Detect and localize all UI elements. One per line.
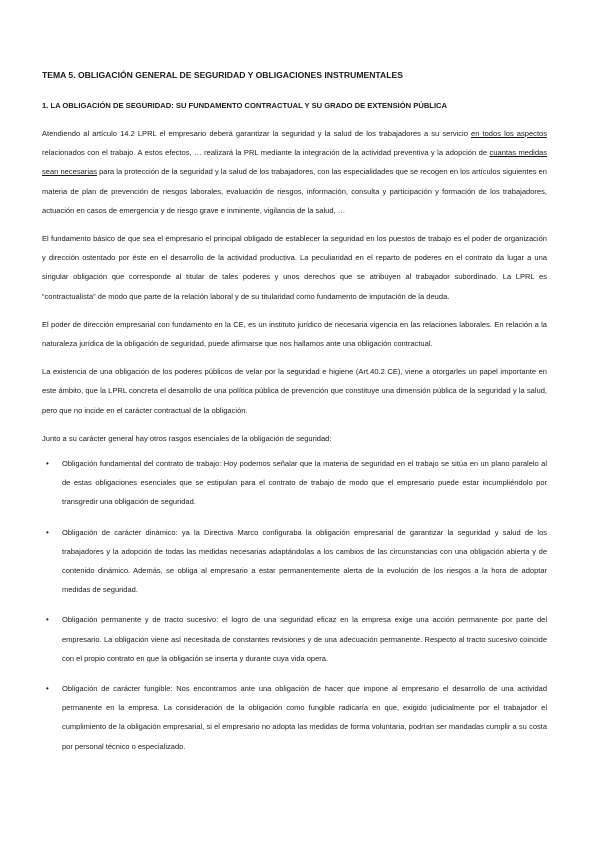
paragraph-poderes-publicos: La existencia de una obligación de los poderes públicos de velar por la seguridad e higiene (Art.40.2 CE), viene a otorgarles un papel importante en este ámbito, que la LPRL concreta el desarrollo de una política pública de prevención que constituye una dimensión pública de la seguridad y la salud, pero que no incide en el carácter contractual de la obligación.	[42, 367, 547, 415]
list-item-text: Obligación de carácter dinámico: ya la Directiva Marco configuraba la obligación empresarial de garantizar la seguridad y salud de los trabajadores y la adopción de todas las medidas necesarias adaptándolas a los cambios de las circunstancias con una obligación abierta y de contenido dinámico. Además, se obliga al empresario a estar permanentemente alerta de la evolución de los riesgos a la hora de adoptar medidas de seguridad.	[62, 527, 547, 595]
underlined-phrase: en todos los aspectos	[471, 129, 548, 138]
list-item	[42, 610, 547, 668]
rasgos-list	[42, 454, 547, 756]
list-item	[42, 679, 547, 756]
bullet-icon: •	[46, 459, 49, 469]
list-item	[42, 523, 547, 600]
paragraph-text: relacionados con el trabajo. A estos efectos, … realizará la PRL mediante la integración de la actividad preventiva y la adopción de	[42, 148, 490, 158]
section-heading: 1. LA OBLIGACIÓN DE SEGURIDAD: SU FUNDAMENTO CONTRACTUAL Y SU GRADO DE EXTENSIÓN PÚBLICA	[42, 101, 448, 110]
paragraph-rasgos-intro: Junto a su carácter general hay otros rasgos esenciales de la obligación de seguridad:	[42, 433, 332, 443]
list-item-text: Obligación de carácter fungible: Nos encontramos ante una obligación de hacer que impone al empresario el desarrollo de una actividad permanente en la empresa. La consideración de la obligación como fungible radicaría en que, exigido judicialmente por el trabajador el cumplimiento de la obligación empresarial, si el empresario no adopta las medidas de forma voluntaria, podrían ser mandadas cumplir a su costa por personal técnico o especializado.	[62, 684, 547, 751]
list-item-text: Obligación permanente y de tracto sucesivo: el logro de una seguridad eficaz en la empresa exige una acción permanente por parte del empresario. La obligación viene así necesitada de constantes revisiones y de una adecuación permanente. Respecto al tracto sucesivo coincide con el propio contrato en que la obligación se inserta y durante cuya vida opera.	[62, 615, 547, 663]
paragraph-fundamento: El fundamento básico de que sea el empresario el principal obligado de establecer la seguridad en los puestos de trabajo es el poder de organización y dirección ostentado por éste en el desarrollo de la actividad productiva. La peculiaridad en el reparto de poderes en el contrato da lugar a una singular obligación que corresponde al titular de tales poderes y unos derechos que se atribuyen al trabajador subordinado. La LPRL es “contractualista” de modo que parte de la relación laboral y de su titularidad como fundamento de imputación de la deuda.	[42, 234, 547, 301]
document-title: TEMA 5. OBLIGACIÓN GENERAL DE SEGURIDAD Y OBLIGACIONES INSTRUMENTALES	[42, 70, 403, 80]
list-item-text: Obligación fundamental del contrato de trabajo: Hoy podemos señalar que la materia de seguridad en el trabajo se sitúa en un plano paralelo al de estas obligaciones esenciales que se estipulan para el contrato de trabajo de modo que el empresario puede estar incumpliéndolo por transgredir una obligación de seguridad.	[62, 459, 547, 507]
paragraph-text: para la protección de la seguridad y la salud de los trabajadores, con las especialidades que se recogen en los artículos siguientes en materia de plan de prevención de riesgos laborales, evaluación de riesgos, información, consulta y participación y formación de los trabajadores, actuación en casos de emergencia y de riesgo grave e inminente, vigilancia de la salud, …	[42, 167, 547, 215]
paragraph-article-14	[42, 124, 547, 220]
bullet-icon: •	[46, 527, 49, 537]
list-item	[42, 454, 547, 512]
underlined-phrase: cuantas medidas sean necesarias	[42, 148, 547, 177]
bullet-icon: •	[46, 684, 49, 694]
paragraph-poder-direccion: El poder de dirección empresarial con fundamento en la CE, es un instituto jurídico de necesaria vigencia en las relaciones laborales. En relación a la naturaleza jurídica de la obligación de seguridad, puede afirmarse que nos hallamos ante una obligación contractual.	[42, 319, 547, 349]
bullet-icon: •	[46, 615, 49, 625]
paragraph-text: Atendiendo al artículo 14.2 LPRL el empresario deberá garantizar la seguridad y la salud de los trabajadores a su servicio	[42, 129, 472, 138]
